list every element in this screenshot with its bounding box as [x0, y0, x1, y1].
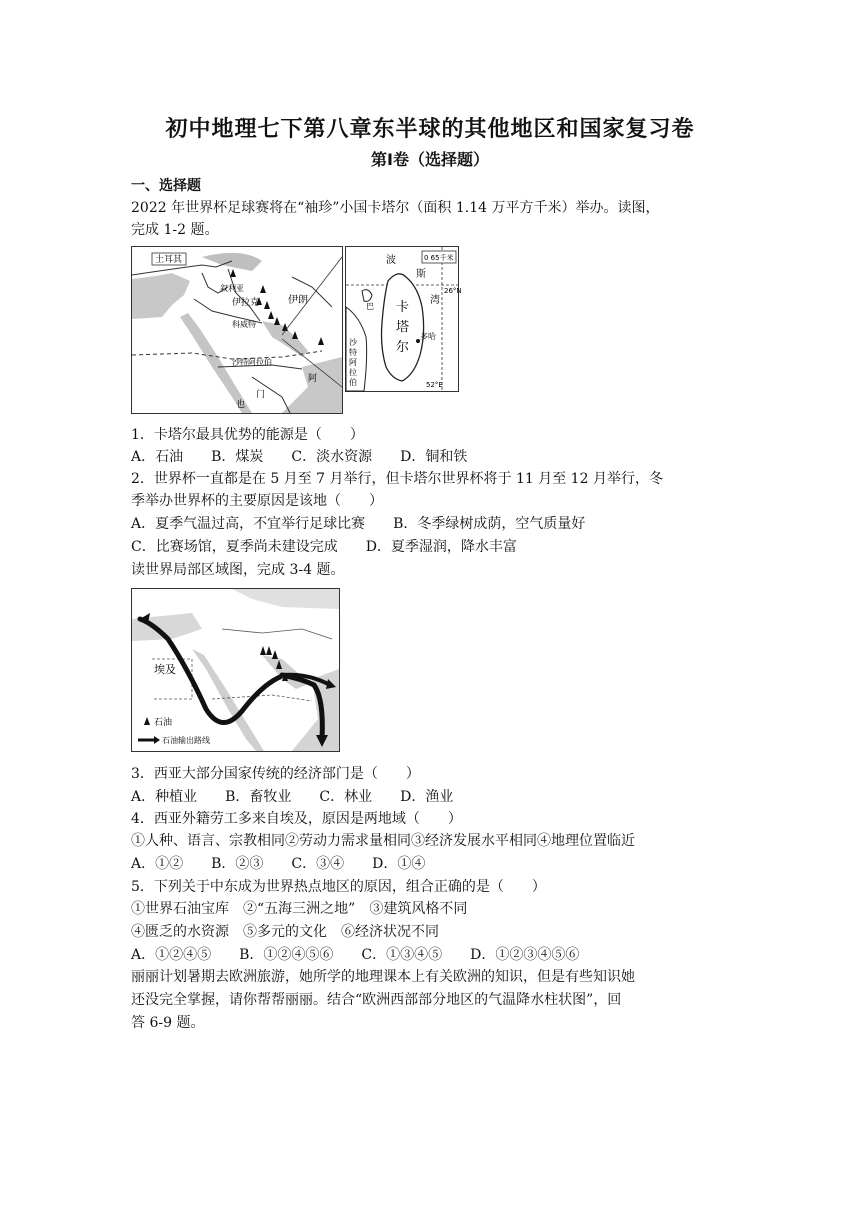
q5-stem: 5．下列关于中东成为世界热点地区的原因，组合正确的是（ ） — [131, 879, 546, 895]
inset-saudi-2: 特 — [349, 348, 357, 357]
bahrain-island — [362, 290, 372, 302]
inset-label-lon: 52°E — [426, 381, 443, 389]
inset-saudi-3: 阿 — [349, 358, 357, 367]
label-saudi: 沙特阿拉伯 — [232, 358, 272, 367]
legend-route: 石油输出路线 — [162, 736, 210, 745]
inset-label-qatar-2: 塔 — [396, 320, 410, 335]
volume-subtitle: 第Ⅰ卷（选择题） — [371, 150, 489, 169]
q2-stem-line-2: 季举办世界杯的主要原因是该地（ ） — [131, 493, 383, 509]
q2-options-cd: C．比赛场馆，夏季尚未建设完成 D．夏季湿润，降水丰富 — [131, 539, 517, 555]
q4-stem: 4．西亚外籍劳工多来自埃及，原因是两地域（ ） — [131, 811, 462, 827]
q3-options: A．种植业 B．畜牧业 C．林业 D．渔业 — [131, 789, 454, 805]
mediterranean-sea — [132, 273, 190, 319]
inset-label-bahrain: 巴 — [366, 302, 374, 311]
label-syria: 叙利亚 — [220, 284, 244, 293]
label-turkey: 土耳其 — [155, 255, 183, 265]
inset-label-qatar-3: 尔 — [396, 340, 410, 355]
q2-options-ab: A．夏季气温过高，不宜举行足球比赛 B．冬季绿树成荫，空气质量好 — [131, 516, 586, 532]
inset-saudi-5: 伯 — [349, 378, 357, 387]
sea-north — [232, 589, 339, 609]
q5-options: A．①②④⑤ B．①②④⑤⑥ C．①③④⑤ D．①②③④⑤⑥ — [131, 947, 580, 963]
q1-stem: 1．卡塔尔最具优势的能源是（ ） — [131, 427, 364, 443]
legend-route-arrow — [154, 736, 160, 744]
label-yemen: 也 — [236, 400, 246, 410]
west-asia-oil-map — [131, 588, 340, 752]
label-egypt: 埃及 — [154, 663, 176, 676]
page-title: 初中地理七下第八章东半球的其他地区和国家复习卷 — [165, 117, 695, 142]
qatar-inset-map — [345, 246, 462, 392]
label-iraq: 伊拉克 — [232, 298, 260, 308]
q3-stem: 3．西亚大部分国家传统的经济部门是（ ） — [131, 766, 420, 782]
q4-options: A．①② B．②③ C．③④ D．①④ — [131, 856, 426, 872]
intro-3-line-1: 丽丽计划暑期去欧洲旅游，她所学的地理课本上有关欧洲的知识，但是有些知识她 — [131, 969, 635, 985]
inset-label-bo: 波 — [386, 255, 396, 266]
inset-saudi-4: 拉 — [349, 368, 357, 377]
intro-1-line-1: 2022 年世界杯足球赛将在“袖珍”小国卡塔尔（面积 1.14 万平方千米）举办。读图， — [131, 200, 660, 216]
arabian-sea — [282, 357, 342, 413]
inset-label-qatar-1: 卡 — [396, 300, 410, 315]
inset-label-lat: 26°N — [444, 287, 462, 295]
label-kuwait: 科威特 — [232, 320, 256, 329]
q5-choices-2: ④匮乏的水资源 ⑤多元的文化 ⑥经济状况不同 — [131, 924, 439, 940]
inset-label-si: 斯 — [416, 269, 426, 280]
inset-label-wan: 湾 — [430, 295, 440, 306]
inset-label-doha: 多哈 — [420, 332, 436, 341]
section-heading: 一、选择题 — [131, 178, 201, 194]
middle-east-map — [131, 246, 343, 414]
label-men: 门 — [256, 390, 266, 400]
intro-1-line-2: 完成 1-2 题。 — [131, 222, 219, 238]
qatar-inset-svg — [346, 247, 462, 391]
q5-choices-1: ①世界石油宝库 ②“五海三洲之地” ③建筑风格不同 — [131, 901, 468, 917]
caspian-sea — [202, 253, 262, 271]
inset-scale: 0 65千米 — [424, 254, 454, 262]
q1-options: A．石油 B．煤炭 C．淡水资源 D．铜和铁 — [131, 449, 468, 465]
middle-east-map-svg — [132, 247, 342, 413]
legend-oil: 石油 — [154, 718, 173, 728]
q2-stem-line-1: 2．世界杯一直都是在 5 月至 7 月举行，但卡塔尔世界杯将于 11 月至 12 月举行，冬 — [131, 471, 663, 487]
legend-oil-icon — [144, 717, 150, 725]
intro-3-line-2: 还没完全掌握，请你帮帮丽丽。结合“欧洲西部部分地区的气温降水柱状图”，回 — [131, 992, 622, 1008]
intro-3-line-3: 答 6-9 题。 — [131, 1015, 205, 1031]
inset-saudi-1: 沙 — [349, 338, 357, 347]
q4-choices: ①人种、语言、宗教相同②劳动力需求量相同③经济发展水平相同④地理位置临近 — [131, 833, 635, 849]
label-iran: 伊朗 — [288, 295, 308, 306]
west-asia-oil-svg — [132, 589, 339, 751]
label-oman: 阿 — [308, 374, 318, 384]
intro-2: 读世界局部区域图，完成 3-4 题。 — [131, 562, 345, 578]
